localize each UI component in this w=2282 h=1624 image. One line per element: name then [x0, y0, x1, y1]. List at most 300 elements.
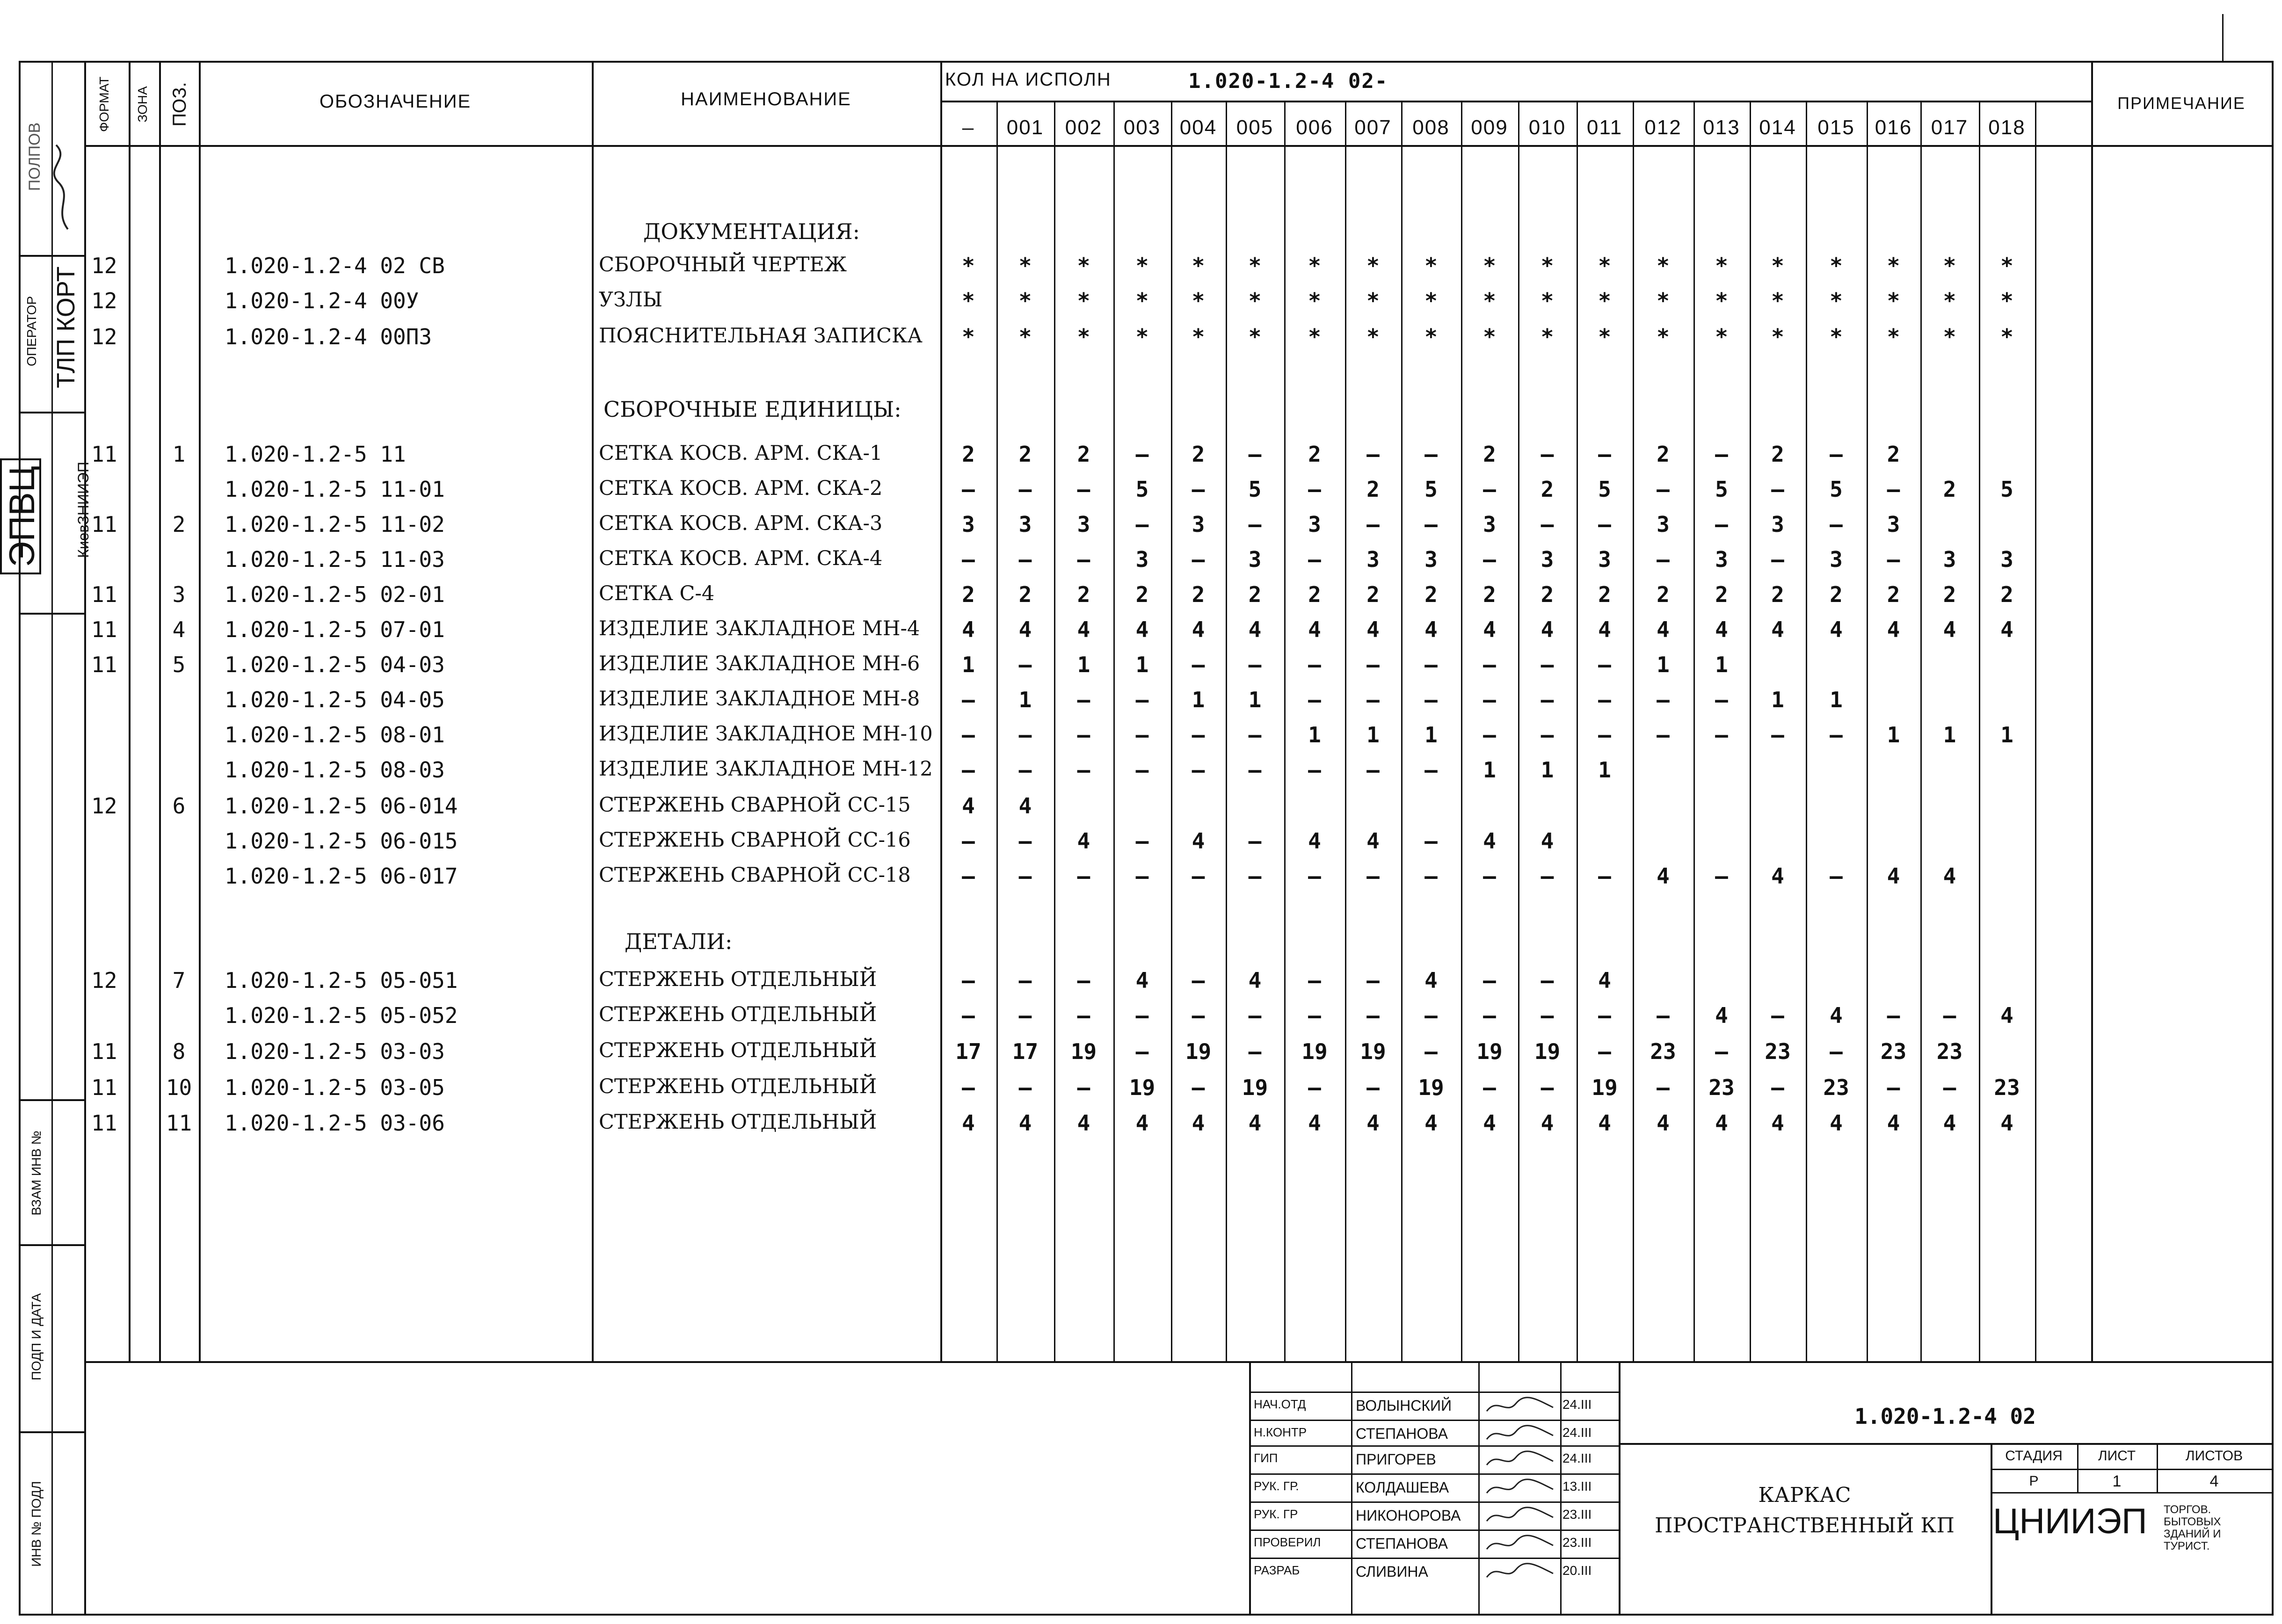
row-qty: – [1018, 828, 1032, 854]
row-qty: 5 [1830, 477, 1843, 502]
row-qty: 1 [1192, 687, 1205, 712]
row-qty: – [1077, 863, 1090, 889]
row-qty: – [1541, 1003, 1554, 1028]
row-qty: – [1424, 1039, 1438, 1064]
row-qty: – [1135, 442, 1149, 467]
row-qty: – [962, 1003, 975, 1028]
row-qty: 1 [1135, 652, 1149, 677]
row-qty: 4 [1077, 1110, 1090, 1136]
row-qty: 19 [1129, 1075, 1156, 1100]
row-qty: – [1308, 863, 1321, 889]
list-value: 1 [2112, 1472, 2122, 1490]
row-code: 1.020-1.2-5 06-014 [225, 793, 458, 819]
row-qty: – [1018, 477, 1032, 502]
row-qty: 17 [1012, 1039, 1039, 1064]
row-qty: 3 [1598, 547, 1611, 572]
row-qty: * [1308, 253, 1321, 278]
row-qty: * [1192, 324, 1205, 349]
row-code: 1.020-1.2-5 07-01 [225, 617, 445, 642]
row-qty: – [1541, 687, 1554, 712]
tb-date: 13.III [1563, 1479, 1592, 1494]
tb-signature [1483, 1476, 1558, 1495]
row-name: УЗЛЫ [599, 288, 663, 312]
row-qty: 3 [1366, 547, 1380, 572]
row-qty: 3 [1308, 512, 1321, 537]
variant-header: 018 [1988, 116, 2026, 139]
row-qty: – [1077, 687, 1090, 712]
row-qty: 4 [1483, 828, 1496, 854]
row-qty: – [1018, 1003, 1032, 1028]
row-qty: * [1483, 324, 1496, 349]
row-qty: – [1308, 757, 1321, 783]
listov-label: ЛИСТОВ [2185, 1448, 2243, 1464]
variant-header: 016 [1875, 116, 1912, 139]
stamp-podpis-top: ПОЛПОВ [26, 122, 44, 191]
row-qty: – [1192, 757, 1205, 783]
row-qty: – [962, 687, 975, 712]
tb-signature [1483, 1394, 1558, 1413]
row-qty: 3 [1715, 547, 1728, 572]
variant-header: 011 [1586, 116, 1623, 139]
row-qty: 2 [1192, 442, 1205, 467]
row-qty: – [1248, 828, 1262, 854]
row-qty: 17 [955, 1039, 981, 1064]
row-name: СЕТКА С-4 [599, 582, 715, 605]
row-code: 1.020-1.2-5 06-017 [225, 863, 458, 889]
row-name: ИЗДЕЛИЕ ЗАКЛАДНОЕ МН-10 [599, 722, 933, 746]
row-code: 1.020-1.2-5 06-015 [225, 828, 458, 854]
row-qty: 3 [1248, 547, 1262, 572]
row-qty: – [1077, 1075, 1090, 1100]
row-qty: 4 [1715, 617, 1728, 642]
row-qty: 4 [1541, 1110, 1554, 1136]
row-qty: 1 [1887, 722, 1900, 747]
row-qty: – [1308, 968, 1321, 993]
section-assembly-units: СБОРОЧНЫЕ ЕДИНИЦЫ: [603, 397, 901, 422]
row-qty: 1 [1541, 757, 1554, 783]
row-qty: 4 [1366, 828, 1380, 854]
row-qty: * [1715, 253, 1728, 278]
row-qty: – [1366, 863, 1380, 889]
row-qty: – [1541, 863, 1554, 889]
listov-value: 4 [2209, 1472, 2219, 1490]
variant-header: – [962, 116, 975, 139]
row-qty: – [1715, 687, 1728, 712]
row-qty: 4 [1657, 1110, 1670, 1136]
row-qty: * [1657, 324, 1670, 349]
row-qty: 4 [1248, 1110, 1262, 1136]
row-code: 1.020-1.2-5 11-03 [225, 547, 445, 572]
row-qty: 1 [1771, 687, 1784, 712]
variant-header: 002 [1065, 116, 1103, 139]
tb-signature [1483, 1504, 1558, 1523]
row-qty: 4 [1308, 617, 1321, 642]
row-qty: – [1657, 722, 1670, 747]
row-qty: 4 [1018, 1110, 1032, 1136]
row-qty: * [962, 324, 975, 349]
row-qty: 3 [1657, 512, 1670, 537]
row-qty: – [1248, 1003, 1262, 1028]
row-qty: – [1424, 828, 1438, 854]
row-qty: * [1135, 253, 1149, 278]
row-qty: 19 [1476, 1039, 1503, 1064]
row-qty: 3 [1192, 512, 1205, 537]
row-qty: 4 [1366, 617, 1380, 642]
row-name: СЕТКА КОСВ. АРМ. СКА-4 [599, 547, 883, 570]
header-primechanie: ПРИМЕЧАНИЕ [2117, 94, 2246, 113]
row-qty: – [1366, 442, 1380, 467]
row-qty: * [1135, 324, 1149, 349]
row-name: СТЕРЖЕНЬ ОТДЕЛЬНЫЙ [599, 1003, 877, 1026]
row-qty: – [1598, 512, 1611, 537]
row-qty: 1 [1424, 722, 1438, 747]
row-qty: 5 [1248, 477, 1262, 502]
row-qty: – [1135, 1003, 1149, 1028]
row-qty: – [1598, 722, 1611, 747]
row-qty: – [1077, 547, 1090, 572]
row-qty: 2 [1887, 582, 1900, 607]
row-qty: – [1771, 1003, 1784, 1028]
row-qty: – [1308, 1003, 1321, 1028]
header-poz: ПОЗ. [169, 82, 190, 127]
row-qty: * [1366, 324, 1380, 349]
row-qty: 4 [1248, 968, 1262, 993]
stamp-main: ЭПВЦ [0, 458, 41, 574]
row-qty: 1 [1248, 687, 1262, 712]
row-qty: – [1248, 442, 1262, 467]
row-qty: – [1192, 547, 1205, 572]
row-qty: – [1308, 477, 1321, 502]
row-code: 1.020-1.2-4 00У [225, 288, 419, 313]
row-qty: * [1771, 288, 1784, 313]
row-qty: 3 [1943, 547, 1956, 572]
row-qty: 19 [1534, 1039, 1561, 1064]
row-qty: – [1192, 968, 1205, 993]
row-qty: 23 [1650, 1039, 1676, 1064]
row-qty: – [1715, 442, 1728, 467]
tb-name: СЛИВИНА [1356, 1563, 1428, 1580]
row-qty: * [2000, 288, 2013, 313]
row-name: ПОЯСНИТЕЛЬНАЯ ЗАПИСКА [599, 324, 923, 348]
row-qty: * [1424, 288, 1438, 313]
row-qty: 19 [1592, 1075, 1618, 1100]
row-qty: – [1598, 442, 1611, 467]
row-qty: 2 [1077, 442, 1090, 467]
row-qty: – [1483, 863, 1496, 889]
row-qty: * [1018, 253, 1032, 278]
row-qty: – [1135, 757, 1149, 783]
row-qty: 4 [1715, 1003, 1728, 1028]
row-qty: 2 [1715, 582, 1728, 607]
row-qty: 23 [1936, 1039, 1963, 1064]
row-qty: – [1192, 1003, 1205, 1028]
row-qty: – [1308, 547, 1321, 572]
row-format: 11 [91, 442, 117, 467]
row-qty: – [1541, 442, 1554, 467]
row-qty: * [1943, 324, 1956, 349]
row-qty: 19 [1418, 1075, 1444, 1100]
row-qty: 4 [1943, 617, 1956, 642]
row-qty: 1 [1366, 722, 1380, 747]
row-qty: 4 [1248, 617, 1262, 642]
row-qty: – [1887, 547, 1900, 572]
row-name: СТЕРЖЕНЬ ОТДЕЛЬНЫЙ [599, 1075, 877, 1098]
row-qty: 2 [1483, 582, 1496, 607]
stamp-sub: КиевЗНИИЭП [75, 462, 92, 558]
row-qty: – [1366, 687, 1380, 712]
row-qty: 5 [1135, 477, 1149, 502]
row-qty: 4 [1771, 617, 1784, 642]
row-qty: – [1598, 687, 1611, 712]
row-qty: 4 [2000, 1003, 2013, 1028]
row-qty: * [1887, 324, 1900, 349]
row-qty: 2 [1308, 582, 1321, 607]
row-qty: – [1657, 547, 1670, 572]
row-qty: – [1830, 442, 1843, 467]
tb-signature [1483, 1422, 1558, 1441]
row-qty: 4 [1598, 1110, 1611, 1136]
row-qty: – [1135, 722, 1149, 747]
row-qty: – [1715, 722, 1728, 747]
row-qty: * [1018, 324, 1032, 349]
row-qty: * [1541, 253, 1554, 278]
row-qty: – [1424, 863, 1438, 889]
row-qty: 2 [1366, 582, 1380, 607]
row-qty: – [1077, 968, 1090, 993]
list-label: ЛИСТ [2098, 1448, 2136, 1464]
row-code: 1.020-1.2-5 04-05 [225, 687, 445, 712]
row-qty: 5 [2000, 477, 2013, 502]
row-poz: 1 [172, 442, 186, 467]
row-qty: 4 [1135, 617, 1149, 642]
row-qty: 1 [1830, 687, 1843, 712]
row-qty: 4 [962, 617, 975, 642]
row-format: 11 [91, 1039, 117, 1064]
row-qty: – [1248, 757, 1262, 783]
row-code: 1.020-1.2-5 05-052 [225, 1003, 458, 1028]
row-qty: 3 [1018, 512, 1032, 537]
tb-date: 20.III [1563, 1563, 1592, 1578]
row-qty: 2 [2000, 582, 2013, 607]
row-qty: 3 [1830, 547, 1843, 572]
row-format: 11 [91, 617, 117, 642]
row-qty: – [1483, 547, 1496, 572]
row-qty: * [1887, 253, 1900, 278]
row-code: 1.020-1.2-5 08-03 [225, 757, 445, 783]
row-qty: * [1366, 253, 1380, 278]
org-sub: ТОРГОВ. БЫТОВЫХ ЗДАНИЙ И ТУРИСТ. [2164, 1503, 2221, 1552]
row-qty: – [1424, 512, 1438, 537]
row-qty: 2 [1541, 477, 1554, 502]
variant-header: 015 [1817, 116, 1855, 139]
row-code: 1.020-1.2-5 03-06 [225, 1110, 445, 1136]
row-qty: 4 [2000, 1110, 2013, 1136]
row-qty: 3 [1424, 547, 1438, 572]
row-poz: 7 [172, 968, 186, 993]
tb-role: Н.КОНТР [1254, 1425, 1307, 1439]
row-qty: – [1483, 652, 1496, 677]
row-qty: * [1483, 288, 1496, 313]
row-qty: 4 [1887, 1110, 1900, 1136]
row-qty: 2 [1424, 582, 1438, 607]
row-poz: 11 [166, 1110, 192, 1136]
tb-name: СТЕПАНОВА [1356, 1535, 1448, 1552]
row-qty: – [962, 757, 975, 783]
tb-date: 24.III [1563, 1425, 1592, 1440]
row-qty: * [1830, 324, 1843, 349]
tb-role: РАЗРАБ [1254, 1563, 1300, 1577]
row-qty: – [1483, 1075, 1496, 1100]
row-qty: * [1715, 324, 1728, 349]
row-qty: – [1018, 968, 1032, 993]
row-poz: 10 [166, 1075, 192, 1100]
row-qty: 1 [1598, 757, 1611, 783]
row-qty: * [1424, 324, 1438, 349]
row-qty: 1 [1657, 652, 1670, 677]
stadia-label: СТАДИЯ [2005, 1448, 2063, 1464]
row-poz: 5 [172, 652, 186, 677]
row-qty: 4 [1018, 617, 1032, 642]
row-qty: * [1887, 288, 1900, 313]
row-qty: * [1771, 324, 1784, 349]
section-details: ДЕТАЛИ: [625, 929, 733, 954]
row-qty: 2 [1657, 582, 1670, 607]
row-qty: 2 [1830, 582, 1843, 607]
signature-top [49, 140, 77, 234]
row-code: 1.020-1.2-5 08-01 [225, 722, 445, 747]
row-qty: – [1135, 828, 1149, 854]
row-qty: – [1598, 1039, 1611, 1064]
header-oboznachenie: ОБОЗНАЧЕНИЕ [319, 91, 472, 112]
row-qty: 23 [1823, 1075, 1849, 1100]
row-name: СТЕРЖЕНЬ СВАРНОЙ СС-15 [599, 793, 911, 817]
row-qty: 19 [1301, 1039, 1328, 1064]
row-qty: – [1943, 1075, 1956, 1100]
row-qty: – [1077, 757, 1090, 783]
tb-date: 23.III [1563, 1535, 1592, 1550]
row-qty: 2 [1771, 582, 1784, 607]
row-qty: * [1308, 324, 1321, 349]
row-qty: – [1483, 687, 1496, 712]
row-qty: * [1424, 253, 1438, 278]
row-qty: – [1771, 547, 1784, 572]
row-code: 1.020-1.2-5 11-01 [225, 477, 445, 502]
row-poz: 6 [172, 793, 186, 819]
row-qty: 19 [1242, 1075, 1268, 1100]
row-qty: * [1248, 288, 1262, 313]
row-poz: 2 [172, 512, 186, 537]
stamp-operator-value: ТЛП КОРТ [52, 266, 80, 388]
row-poz: 3 [172, 582, 186, 607]
row-qty: – [1018, 757, 1032, 783]
row-qty: 4 [1366, 1110, 1380, 1136]
row-qty: 3 [1483, 512, 1496, 537]
row-qty: * [1483, 253, 1496, 278]
row-qty: – [1308, 1075, 1321, 1100]
row-qty: 4 [1192, 828, 1205, 854]
row-qty: – [1541, 512, 1554, 537]
variant-header: 006 [1296, 116, 1333, 139]
row-qty: – [962, 1075, 975, 1100]
stamp-operator: ОПЕРАТОР [24, 296, 39, 367]
row-qty: – [962, 863, 975, 889]
row-qty: – [1771, 477, 1784, 502]
row-qty: – [1483, 1003, 1496, 1028]
row-qty: 1 [962, 652, 975, 677]
row-qty: 23 [1765, 1039, 1791, 1064]
row-qty: – [1657, 1075, 1670, 1100]
row-qty: 23 [1994, 1075, 2020, 1100]
row-qty: 4 [1308, 1110, 1321, 1136]
tb-date: 24.III [1563, 1397, 1592, 1412]
row-qty: 3 [1077, 512, 1090, 537]
row-qty: 4 [1887, 863, 1900, 889]
row-code: 1.020-1.2-5 03-03 [225, 1039, 445, 1064]
row-qty: 4 [1135, 1110, 1149, 1136]
row-name: ИЗДЕЛИЕ ЗАКЛАДНОЕ МН-6 [599, 652, 920, 675]
row-name: ИЗДЕЛИЕ ЗАКЛАДНОЕ МН-4 [599, 617, 920, 640]
row-qty: 2 [1541, 582, 1554, 607]
row-qty: 4 [1483, 1110, 1496, 1136]
row-qty: 4 [1943, 1110, 1956, 1136]
row-qty: 4 [1192, 617, 1205, 642]
tb-name: ПРИГОРЕВ [1356, 1451, 1436, 1468]
row-qty: * [1018, 288, 1032, 313]
row-qty: * [1943, 288, 1956, 313]
row-qty: 4 [1077, 828, 1090, 854]
variant-header: 001 [1006, 116, 1044, 139]
row-qty: 2 [1018, 442, 1032, 467]
tb-date: 23.III [1563, 1507, 1592, 1522]
row-qty: 4 [1887, 617, 1900, 642]
row-qty: – [1598, 863, 1611, 889]
row-name: СТЕРЖЕНЬ ОТДЕЛЬНЫЙ [599, 1110, 877, 1134]
variant-header: 012 [1644, 116, 1682, 139]
row-qty: 2 [1248, 582, 1262, 607]
row-qty: – [1018, 722, 1032, 747]
title-doc-code: 1.020-1.2-4 02 [1854, 1404, 2036, 1429]
row-qty: 2 [1077, 582, 1090, 607]
row-qty: – [1424, 442, 1438, 467]
row-qty: 4 [2000, 617, 2013, 642]
row-format: 11 [91, 1075, 117, 1100]
row-qty: 3 [2000, 547, 2013, 572]
row-qty: * [1192, 253, 1205, 278]
row-qty: – [1598, 652, 1611, 677]
row-qty: – [1830, 1039, 1843, 1064]
row-qty: 2 [1135, 582, 1149, 607]
title-line2: ПРОСТРАНСТВЕННЫЙ КП [1655, 1514, 1955, 1537]
row-qty: 1 [1715, 652, 1728, 677]
row-qty: 2 [1771, 442, 1784, 467]
variant-header: 014 [1759, 116, 1796, 139]
row-qty: 4 [962, 1110, 975, 1136]
row-code: 1.020-1.2-4 02 СВ [225, 253, 445, 278]
row-qty: – [1135, 1039, 1149, 1064]
row-qty: 2 [962, 582, 975, 607]
stamp-inv-podl: ИНВ № ПОДЛ [29, 1481, 44, 1567]
row-qty: 4 [1830, 1110, 1843, 1136]
row-qty: – [1830, 863, 1843, 889]
row-qty: – [1308, 687, 1321, 712]
tb-role: НАЧ.ОТД [1254, 1397, 1306, 1411]
tb-role: РУК. ГР. [1254, 1479, 1299, 1493]
row-qty: 23 [1708, 1075, 1735, 1100]
row-name: СТЕРЖЕНЬ ОТДЕЛЬНЫЙ [599, 968, 877, 991]
row-qty: * [1541, 324, 1554, 349]
row-code: 1.020-1.2-5 03-05 [225, 1075, 445, 1100]
row-name: ИЗДЕЛИЕ ЗАКЛАДНОЕ МН-8 [599, 687, 920, 710]
